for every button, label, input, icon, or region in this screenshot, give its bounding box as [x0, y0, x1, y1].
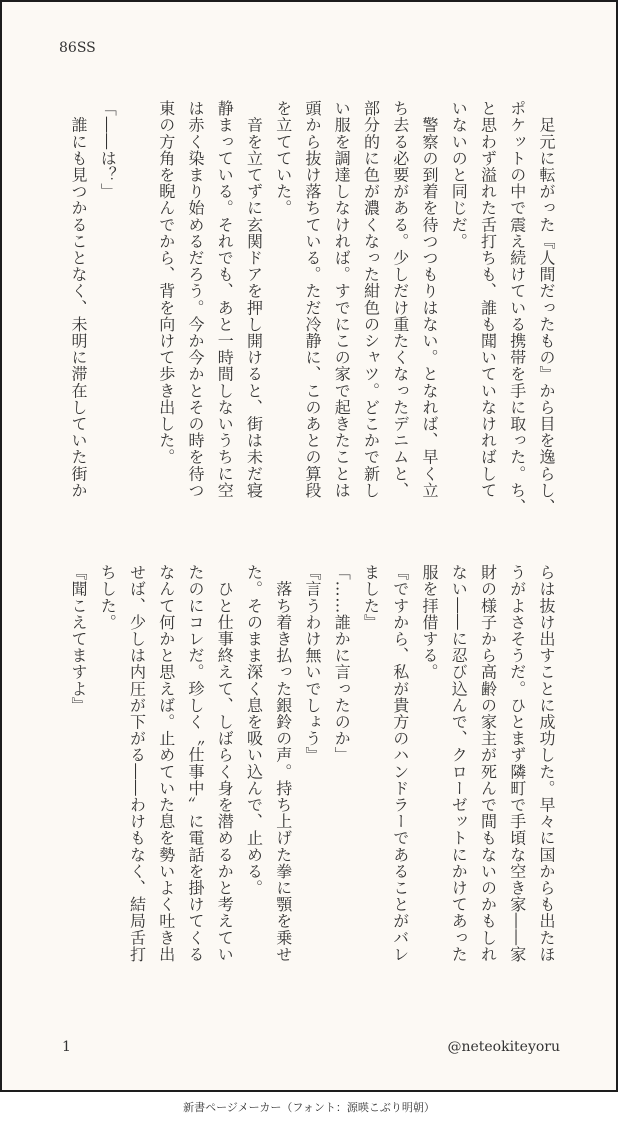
- author-handle: @neteokiteyoru: [447, 1039, 560, 1055]
- text-block-top: 足元に転がった『人間だったもの』から目を逸らし、 ポケットの中で震え続けている携帯を手に取った。ち、 と思わず溢れた舌打ちも、誰も聞いていなければして いないのと同じだ。 警察の到着を待つつもりはない。となれば、早く立 ち去る必要がある。少しだけ重たくなったデニムと、 部分的に色が濃くなった紺色のシャツ。どこかで新し い服を調達しなければ。すでにこの家で起きたことは 頭から抜け落ちている。ただ冷静に、このあとの算段 を立てていた。 音を立てずに玄関ドアを押し開けると、街は未だ寝 静まっている。それでも、あと一時間しないうちに空 は赤く染まり始めるだろう。今か今かとその時を待つ 東の方角を睨んでから、背を向けて歩き出した。 「――は？」 誰にも見つかることなく、未明に滞在していた街か: [69, 100, 556, 515]
- text-block-bottom: らは抜け出すことに成功した。早々に国からも出たほ うがよさそうだ。ひとまず隣町で手頃な空き家――家 財の様子から高齢の家主が死んで間もないのかもしれ ない――に忍び込んで、クローゼットにかけてあった 服を拝借する。 『ですから、私が貴方のハンドラーであることがバレ ました』 「……誰かに言ったのか」 『言うわけ無いでしょう』 落ち着き払った銀鈴の声。持ち上げた拳に顎を乗せ た。そのまま深く息を吸い込んで、止める。 ひと仕事終えて、しばらく身を潜めるかと考えてい たのにコレだ。珍しく〝仕事中〟に電話を掛けてくる なんて何かと思えば。止めていた息を勢いよく吐き出 せば、少しは内圧が下がる――わけもなく、結局舌打 ちした。 『聞こえてますよ』: [69, 564, 556, 963]
- footer-caption: 新書ページメーカー（フォント：源暎こぶり明朝）: [183, 1101, 435, 1114]
- page-number: 1: [62, 1039, 71, 1055]
- page-id-label: 86SS: [59, 40, 96, 56]
